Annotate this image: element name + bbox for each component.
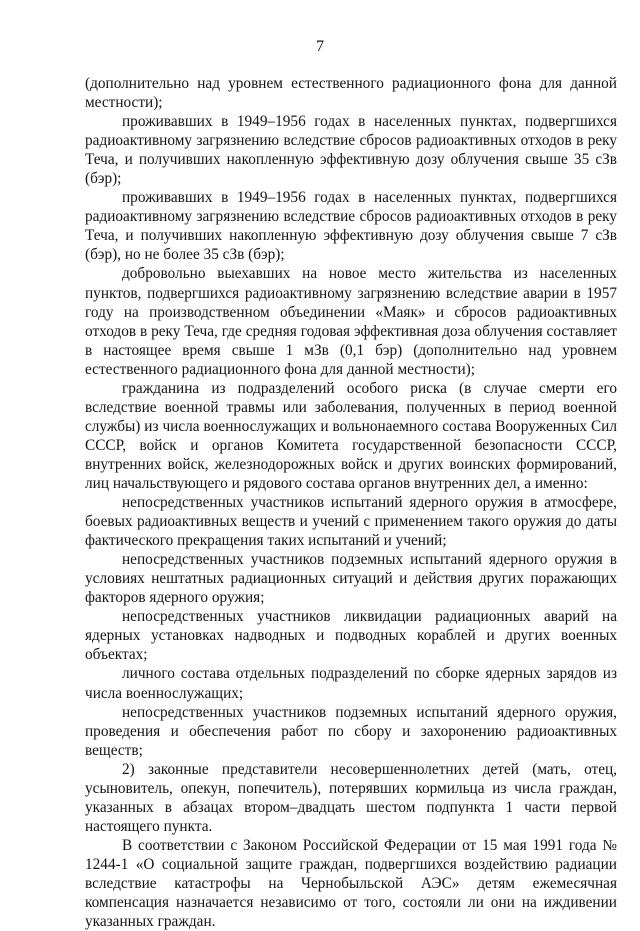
- paragraph-continuation: (дополнительно над уровнем естественного радиационного фона для данной местности);: [85, 75, 617, 112]
- paragraph-assembly-personnel: личного состава отдельных подразделений по сборке ядерных зарядов из числа военнослужащих;: [85, 665, 617, 702]
- document-body: [85, 74, 617, 931]
- paragraph-legal-representatives: 2) законные представители несовершеннолетних детей (мать, отец, усыновитель, опекун, попечитель), потерявших кормильца из числа граждан, указанных в абзацах втором–двадцать шестом подпункта 1 части первой настоящего пункта.: [85, 760, 617, 835]
- paragraph-techa-35: проживавших в 1949–1956 годах в населенных пунктах, подвергшихся радиоактивному загрязнению вследствие сбросов радиоактивных отходов в реку Теча, и получивших накопленную эффективную дозу облучения свыше 35 сЗв (бэр);: [85, 113, 617, 188]
- paragraph-waste-burial: непосредственных участников подземных испытаний ядерного оружия, проведения и обеспечения работ по сбору и захоронению радиоактивных веществ;: [85, 703, 617, 759]
- page-number: 7: [316, 38, 324, 55]
- paragraph-chernobyl-law: В соответствии с Законом Российской Федерации от 15 мая 1991 года № 1244-1 «О социальной защите граждан, подвергшихся воздействию радиации вследствие катастрофы на Чернобыльской АЭС» детям ежемесячная компенсация назначается независимо от того, состояли ли они на иждивении указанных граждан.: [85, 836, 617, 931]
- paragraph-underground-tests: непосредственных участников подземных испытаний ядерного оружия в условиях нештатных радиационных ситуаций и действия других поражающих факторов ядерного оружия;: [85, 551, 617, 607]
- paragraph-atmospheric-tests: непосредственных участников испытаний ядерного оружия в атмосфере, боевых радиоактивных веществ и учений с применением такого оружия до даты фактического прекращения таких испытаний и учений;: [85, 494, 617, 550]
- paragraph-special-risk: гражданина из подразделений особого риска (в случае смерти его вследствие военной травмы или заболевания, полученных в период военной службы) из числа военнослужащих и вольнонаемного состава Вооруженных Сил СССР, войск и органов Комитета государственной безопасности СССР, внутренних войск, железнодорожных войск и других воинских формирований, лиц начальствующего и рядового состава органов внутренних дел, а именно:: [85, 379, 617, 492]
- paragraph-voluntary-relocation: добровольно выехавших на новое место жительства из населенных пунктов, подвергшихся радиоактивному загрязнению вследствие аварии в 1957 году на производственном объединении «Маяк» и сбросов радиоактивных отходов в реку Теча, где средняя годовая эффективная доза облучения составляет в настоящее время свыше 1 мЗв (0,1 бэр) (дополнительно над уровнем естественного радиационного фона для данной местности);: [85, 265, 617, 378]
- paragraph-accident-liquidation: непосредственных участников ликвидации радиационных аварий на ядерных установках надводных и подводных кораблей и других военных объектах;: [85, 608, 617, 664]
- paragraph-techa-7-35: проживавших в 1949–1956 годах в населенных пунктах, подвергшихся радиоактивному загрязнению вследствие сбросов радиоактивных отходов в реку Теча, и получивших накопленную эффективную дозу облучения свыше 7 сЗв (бэр), но не более 35 сЗв (бэр);: [85, 189, 617, 264]
